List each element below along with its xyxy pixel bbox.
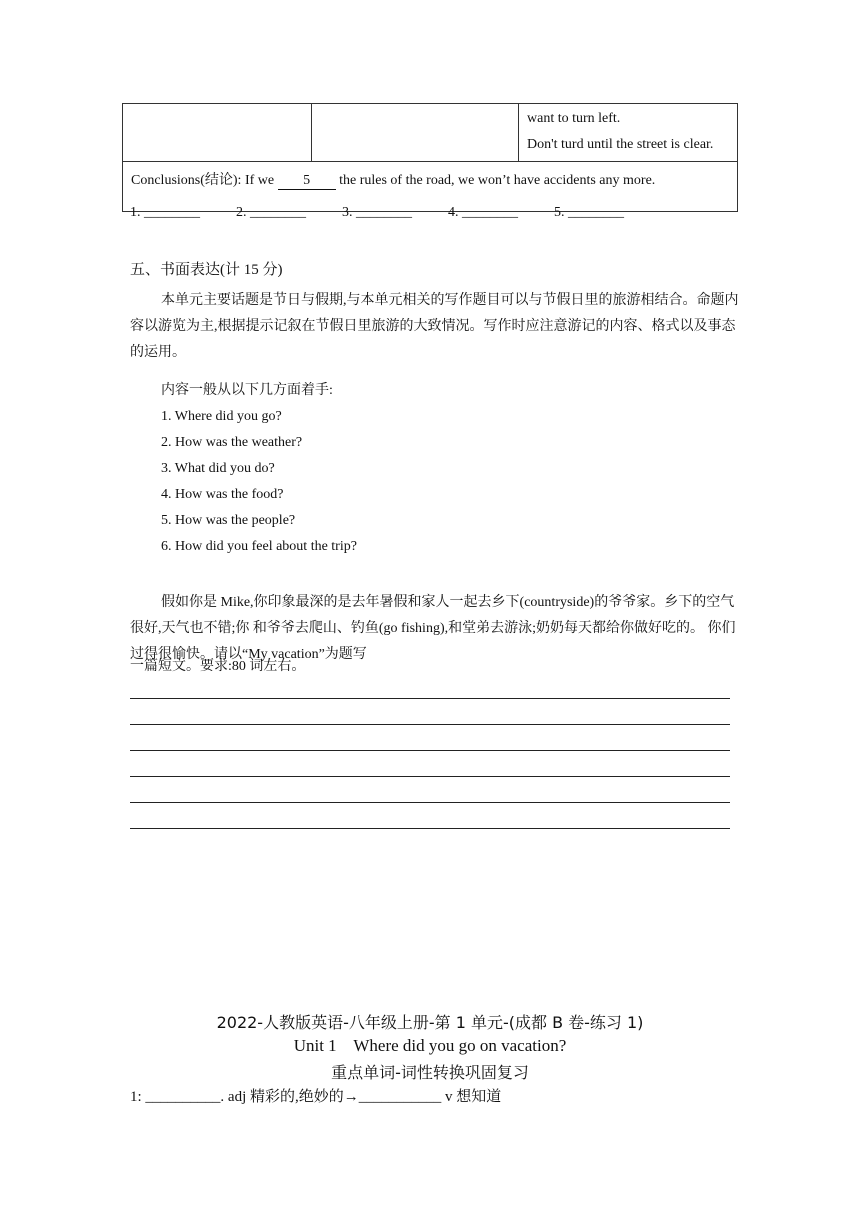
vocab-item-1	[130, 1085, 501, 1106]
list-item: 6. How did you feel about the trip?	[161, 539, 357, 554]
table-row	[123, 162, 738, 212]
section-intro: 本单元主要话题是节日与假期,与本单元相关的写作题目可以与节假日里的旅游相结合。命题内容以游览为主,根据提示记叙在节假日里旅游的大致情况。写作时应注意游记的内容、格式以及事态的运用。	[130, 293, 739, 360]
writing-lines[interactable]	[130, 698, 730, 854]
writing-line[interactable]	[130, 750, 730, 751]
conclusion-suffix: the rules of the road, we won’t have accidents any more.	[339, 173, 656, 188]
table-cell-empty-2	[312, 104, 519, 162]
vocab-item-suffix[interactable]: ___________ v 想知道	[358, 1089, 502, 1105]
section-subtitle: 重点单词-词性转换巩固复习	[331, 1063, 529, 1082]
writing-line[interactable]	[130, 828, 730, 829]
unit-title: Unit 1 Where did you go on vacation?	[293, 1036, 567, 1055]
vocab-item-prefix: 1: __________. adj 精彩的,绝妙的→	[130, 1089, 359, 1105]
table-row	[123, 104, 738, 162]
writing-prompt: 假如你是 Mike,你印象最深的是去年暑假和家人一起去乡下(countryside)的爷爷家。乡下的空气很好,天气也不错;你 和爷爷去爬山、钓鱼(go fishing),和堂弟去游泳;奶奶每天都给你做好吃的。 你们过得很愉快。请以“My vacation”为题写	[130, 595, 736, 662]
answer-blank-1[interactable]: 1. ________	[130, 205, 200, 220]
rule-line: want to turn left.	[527, 111, 621, 126]
list-item: 2. How was the weather?	[161, 435, 303, 450]
rules-table	[122, 103, 738, 212]
conclusion-cell	[123, 162, 738, 212]
list-item: 3. What did you do?	[161, 461, 275, 476]
list-item: 5. How was the people?	[161, 513, 296, 528]
worksheet-title: 2022-人教版英语-八年级上册-第 1 单元-(成都 B 卷-练习 1)	[216, 1013, 644, 1032]
question-list	[161, 404, 357, 560]
answer-blank-3[interactable]: 3. ________	[342, 205, 412, 220]
writing-requirement: 一篇短文。要求:80 词左右。	[130, 659, 306, 674]
list-item: 4. How was the food?	[161, 487, 284, 502]
conclusion-blank[interactable]: 5	[278, 173, 336, 190]
answer-blank-5[interactable]: 5. ________	[554, 205, 624, 220]
writing-line[interactable]	[130, 802, 730, 803]
writing-line[interactable]	[130, 698, 730, 699]
writing-line[interactable]	[130, 724, 730, 725]
answer-blank-4[interactable]: 4. ________	[448, 205, 518, 220]
list-item: 1. Where did you go?	[161, 409, 282, 424]
answer-blanks	[130, 205, 660, 221]
answer-blank-2[interactable]: 2. ________	[236, 205, 306, 220]
section-hint: 内容一般从以下几方面着手:	[161, 383, 333, 398]
table-cell-rules	[519, 104, 738, 162]
writing-line[interactable]	[130, 776, 730, 777]
section-title: 五、书面表达(计 15 分)	[130, 262, 283, 278]
rule-line: Don't turd until the street is clear.	[527, 137, 714, 152]
table-cell-empty-1	[123, 104, 312, 162]
conclusion-prefix: Conclusions(结论): If we	[131, 173, 275, 188]
